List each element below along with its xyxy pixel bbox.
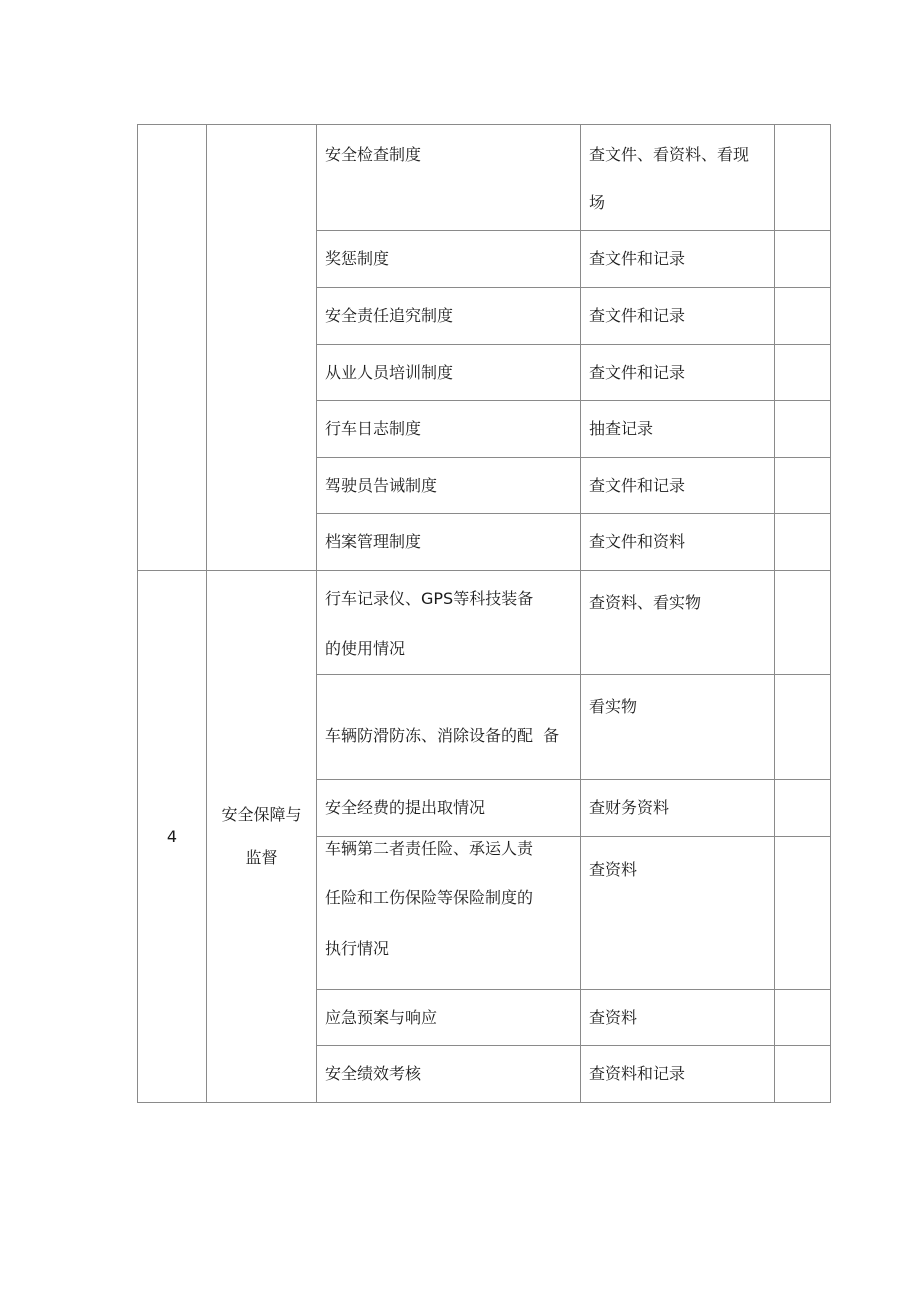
score-cell <box>775 837 831 990</box>
score-cell <box>775 780 831 837</box>
score-cell <box>775 514 831 571</box>
method-text: 查资料 <box>589 860 638 879</box>
score-cell <box>775 675 831 780</box>
item-cell <box>317 837 581 990</box>
method-cell <box>581 514 775 571</box>
item-text: 执行情况 <box>325 939 390 958</box>
number-cell <box>138 125 207 571</box>
method-cell <box>581 1046 775 1103</box>
category-text: 监督 <box>245 848 278 867</box>
score-cell <box>775 125 831 231</box>
item-cell <box>317 288 581 345</box>
item-text: 行车记录仪、GPS等科技装备 <box>325 589 534 608</box>
item-text: 任险和工伤保险等保险制度的 <box>325 888 534 907</box>
score-cell <box>775 401 831 458</box>
item-text: 安全检查制度 <box>325 145 422 164</box>
item-cell <box>317 675 581 780</box>
number-cell <box>138 571 207 1103</box>
method-text: 查资料和记录 <box>589 1064 686 1083</box>
method-text: 查文件和记录 <box>589 363 686 382</box>
item-text: 奖惩制度 <box>325 249 390 268</box>
item-text: 的使用情况 <box>325 639 406 658</box>
method-text: 查文件和记录 <box>589 476 686 495</box>
method-cell <box>581 345 775 401</box>
method-text: 抽查记录 <box>589 419 654 438</box>
score-cell <box>775 288 831 345</box>
item-text: 档案管理制度 <box>325 532 422 551</box>
method-text: 查文件和记录 <box>589 306 686 325</box>
score-cell <box>775 990 831 1046</box>
score-cell <box>775 458 831 514</box>
item-cell <box>317 125 581 231</box>
item-cell <box>317 401 581 458</box>
category-cell <box>207 125 317 571</box>
method-text: 场 <box>589 193 606 212</box>
inspection-table <box>137 124 831 1103</box>
item-cell <box>317 571 581 675</box>
method-text: 看实物 <box>589 697 638 716</box>
table-row <box>138 125 831 231</box>
method-cell <box>581 837 775 990</box>
method-text: 查文件和记录 <box>589 249 686 268</box>
method-text: 查资料 <box>589 1008 638 1027</box>
method-cell <box>581 125 775 231</box>
method-cell <box>581 458 775 514</box>
item-text: 车辆第二者责任险、承运人责 <box>325 839 534 858</box>
item-cell <box>317 345 581 401</box>
method-cell <box>581 401 775 458</box>
method-cell <box>581 990 775 1046</box>
item-cell <box>317 780 581 837</box>
item-text: 驾驶员告诫制度 <box>325 476 438 495</box>
item-cell <box>317 1046 581 1103</box>
method-cell <box>581 571 775 675</box>
item-text: 安全经费的提出取情况 <box>325 798 486 817</box>
table-row <box>138 571 831 675</box>
item-text: 应急预案与响应 <box>325 1008 438 1027</box>
category-cell <box>207 571 317 1103</box>
method-text: 查资料、看实物 <box>589 593 702 612</box>
item-cell <box>317 231 581 288</box>
category-text: 安全保障与 <box>221 805 302 824</box>
method-cell <box>581 288 775 345</box>
item-text: 行车日志制度 <box>325 419 422 438</box>
item-cell <box>317 514 581 571</box>
score-cell <box>775 231 831 288</box>
method-text: 查文件和资料 <box>589 532 686 551</box>
item-text: 从业人员培训制度 <box>325 363 454 382</box>
method-cell <box>581 780 775 837</box>
score-cell <box>775 571 831 675</box>
score-cell <box>775 345 831 401</box>
item-cell <box>317 990 581 1046</box>
group-number: 4 <box>166 826 178 846</box>
item-cell <box>317 458 581 514</box>
item-text: 安全绩效考核 <box>325 1064 422 1083</box>
item-text: 安全责任追究制度 <box>325 306 454 325</box>
score-cell <box>775 1046 831 1103</box>
method-cell <box>581 231 775 288</box>
method-cell <box>581 675 775 780</box>
method-text: 查财务资料 <box>589 798 670 817</box>
item-text: 车辆防滑防冻、消除设备的配 备 <box>325 726 560 745</box>
method-text: 查文件、看资料、看现 <box>589 145 750 164</box>
